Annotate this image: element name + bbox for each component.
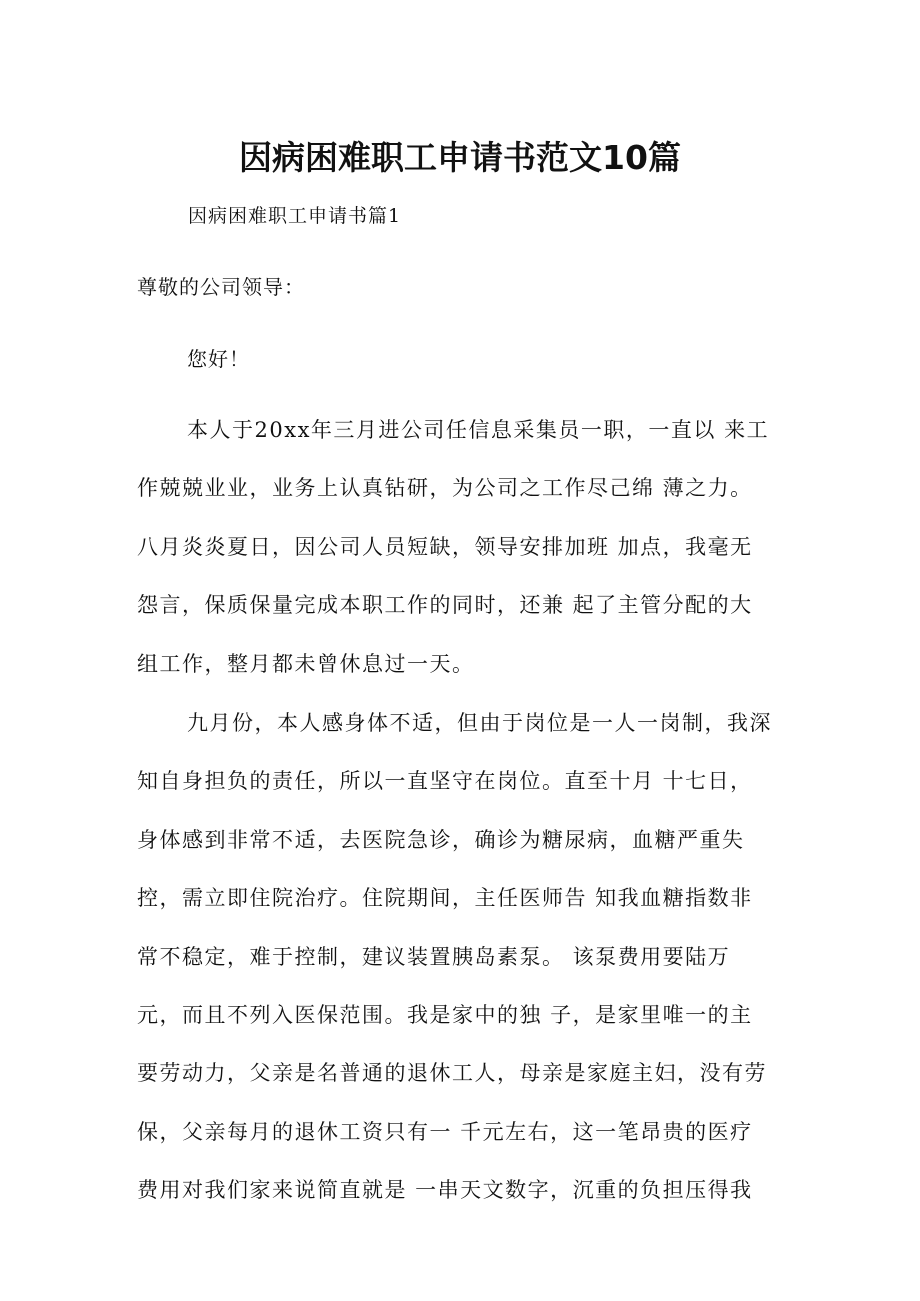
paragraph-line: 八月炎炎夏日，因公司人员短缺，领导安排加班 加点，我毫无 [137,534,753,559]
salutation: 尊敬的公司领导： [137,275,305,299]
paragraph-line: 组工作，整月都未曾休息过一天。 [137,651,475,676]
paragraph-line: 要劳动力，父亲是名普通的退休工人，母亲是家庭主妇，没有劳 [137,1061,767,1086]
paragraph-line: 常不稳定，难于控制，建议装置胰岛素泵。 该泵费用要陆万 [137,944,731,969]
body-paragraph-2 [137,694,772,1220]
section-heading: 因病困难职工申请书篇1 [188,205,402,227]
paragraph-line: 费用对我们家来说简直就是 一串天文数字，沉重的负担压得我 [137,1178,753,1203]
paragraph-line: 保，父亲每月的退休工资只有一 千元左右，这一笔昂贵的医疗 [137,1119,753,1144]
paragraph-line: 九月份，本人感身体不适，但由于岗位是一人一岗制，我深 [187,711,772,735]
paragraph-line: 怨言，保质保量完成本职工作的同时，还兼 起了主管分配的大 [137,593,753,618]
paragraph-line: 本人于20xx年三月进公司任信息采集员一职，一直以 来工 [187,418,770,442]
paragraph-line: 作兢兢业业，业务上认真钻研，为公司之工作尽己绵 薄之力。 [137,476,753,501]
paragraph-line: 知自身担负的责任，所以一直坚守在岗位。直至十月 十七日， [137,769,753,794]
greeting: 您好！ [187,347,250,371]
body-paragraph-1 [137,401,769,693]
document-title: 因病困难职工申请书范文10篇 [239,138,681,177]
paragraph-line: 身体感到非常不适，去医院急诊，确诊为糖尿病，血糖严重失 [137,827,745,852]
paragraph-line: 元，而且不列入医保范围。我是家中的独 子，是家里唯一的主 [137,1002,753,1027]
paragraph-line: 控，需立即住院治疗。住院期间，主任医师告 知我血糖指数非 [137,886,753,911]
